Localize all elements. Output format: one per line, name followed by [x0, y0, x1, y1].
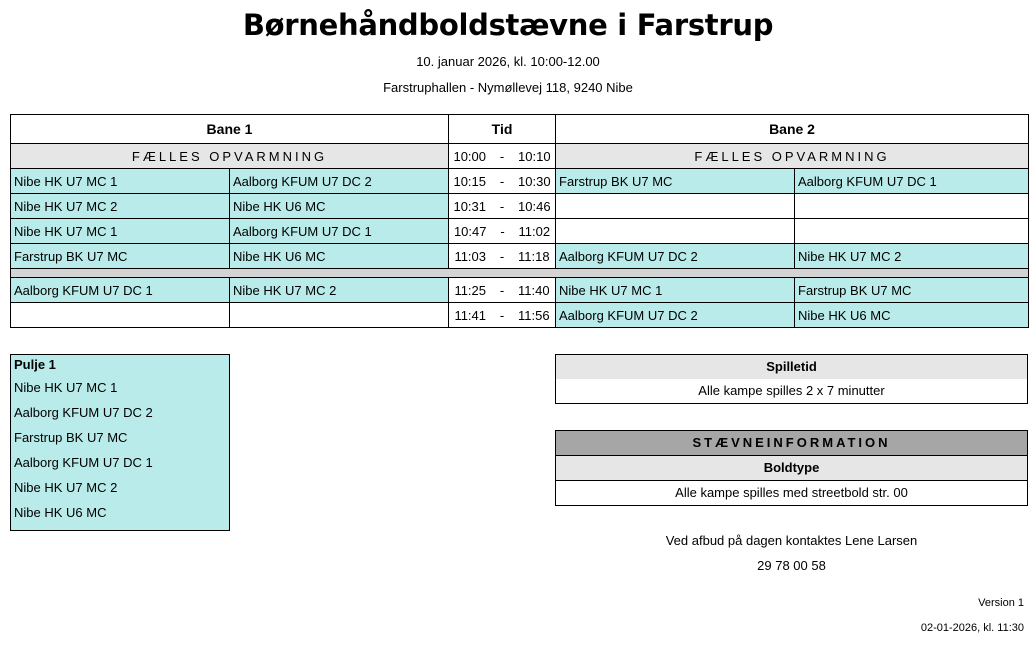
ball-type-text: Alle kampe spilles med streetbold str. 00: [556, 481, 1027, 505]
pool-team: Farstrup BK U7 MC: [14, 430, 128, 445]
ball-type-title: Boldtype: [556, 456, 1027, 481]
bane1-home-team: Nibe HK U7 MC 1: [11, 219, 230, 244]
time-dash: -: [499, 148, 505, 164]
playtime-title: Spilletid: [556, 355, 1027, 379]
bane1-away-team: Aalborg KFUM U7 DC 2: [230, 169, 449, 194]
bane2-away-team: [795, 194, 1029, 219]
playtime-text: Alle kampe spilles 2 x 7 minutter: [556, 379, 1027, 403]
match-time: [449, 169, 556, 194]
time-dash: -: [499, 198, 505, 214]
pool-team: Aalborg KFUM U7 DC 2: [14, 405, 153, 420]
bane1-header: Bane 1: [11, 115, 449, 144]
bane2-home-team: [556, 194, 795, 219]
match-time: [449, 303, 556, 328]
match-time: [449, 219, 556, 244]
schedule-table: [10, 114, 1029, 328]
bane2-away-team: [795, 219, 1029, 244]
contact-text: Ved afbud på dagen kontaktes Lene Larsen: [665, 533, 918, 548]
match-row: [11, 244, 1029, 269]
time-end: 10:10: [518, 148, 551, 164]
pool-team: Nibe HK U7 MC 1: [14, 380, 118, 395]
warmup-bane2: FÆLLES OPVARMNING: [556, 144, 1029, 169]
bane2-home-team: Nibe HK U7 MC 1: [556, 278, 795, 303]
pool-list: [10, 354, 230, 531]
match-row: [11, 278, 1029, 303]
match-time: [449, 278, 556, 303]
pool-team: Nibe HK U6 MC: [14, 505, 107, 520]
time-end: 11:02: [518, 223, 551, 239]
bane2-away-team: Nibe HK U7 MC 2: [795, 244, 1029, 269]
playtime-box: [555, 354, 1028, 404]
match-row: [11, 194, 1029, 219]
time-dash: -: [500, 223, 505, 239]
time-start: 11:41: [454, 307, 487, 323]
break-bar: [11, 269, 1029, 278]
page-title: Børnehåndboldstævne i Farstrup: [242, 8, 774, 42]
time-end: 11:40: [518, 282, 550, 298]
warmup-bane1: FÆLLES OPVARMNING: [11, 144, 449, 169]
time-end: 11:18: [518, 248, 550, 264]
bane2-home-team: Aalborg KFUM U7 DC 2: [556, 244, 795, 269]
time-header: Tid: [449, 115, 556, 144]
time-end: 10:46: [518, 198, 551, 214]
warmup-time: [449, 144, 556, 169]
pool-team: Nibe HK U7 MC 2: [14, 480, 118, 495]
schedule-header-row: [11, 115, 1029, 144]
match-row: [11, 219, 1029, 244]
time-start: 10:15: [453, 173, 487, 189]
contact-phone: 29 78 00 58: [757, 558, 826, 573]
time-start: 11:25: [454, 282, 487, 298]
bane2-home-team: [556, 219, 795, 244]
bane1-home-team: Aalborg KFUM U7 DC 1: [11, 278, 230, 303]
match-time: [449, 244, 556, 269]
event-venue: Farstruphallen - Nymøllevej 118, 9240 Nibe: [383, 80, 633, 95]
bane1-away-team: Nibe HK U7 MC 2: [230, 278, 449, 303]
bane1-home-team: Nibe HK U7 MC 2: [11, 194, 230, 219]
bane2-away-team: Nibe HK U6 MC: [795, 303, 1029, 328]
time-start: 10:47: [453, 223, 487, 239]
warmup-row: [11, 144, 1029, 169]
version-label: Version 1: [978, 597, 1024, 609]
time-dash: -: [499, 248, 505, 264]
updated-timestamp: 02-01-2026, kl. 11:30: [920, 622, 1024, 634]
match-row: [11, 169, 1029, 194]
pool-team: Aalborg KFUM U7 DC 1: [14, 455, 153, 470]
bane2-away-team: Aalborg KFUM U7 DC 1: [795, 169, 1029, 194]
time-end: 11:56: [518, 307, 550, 323]
bane2-header: Bane 2: [556, 115, 1029, 144]
time-dash: -: [499, 307, 505, 323]
time-start: 10:31: [453, 198, 487, 214]
time-dash: -: [499, 282, 505, 298]
bane1-away-team: Nibe HK U6 MC: [230, 194, 449, 219]
bane1-away-team: Aalborg KFUM U7 DC 1: [230, 219, 449, 244]
event-info-box: [555, 430, 1028, 506]
bane1-home-team: Farstrup BK U7 MC: [11, 244, 230, 269]
bane2-home-team: Aalborg KFUM U7 DC 2: [556, 303, 795, 328]
pool-title: Pulje 1: [14, 357, 56, 372]
match-row: [11, 303, 1029, 328]
bane1-home-team: [11, 303, 230, 328]
event-date: 10. januar 2026, kl. 10:00-12.00: [416, 54, 600, 69]
bane2-away-team: Farstrup BK U7 MC: [795, 278, 1029, 303]
time-start: 11:03: [454, 248, 487, 264]
match-time: [449, 194, 556, 219]
break-separator: [11, 269, 1029, 278]
time-start: 10:00: [453, 148, 487, 164]
time-end: 10:30: [518, 173, 551, 189]
bane1-away-team: [230, 303, 449, 328]
event-info-title: STÆVNEINFORMATION: [556, 431, 1027, 456]
bane1-away-team: Nibe HK U6 MC: [230, 244, 449, 269]
time-dash: -: [499, 173, 505, 189]
bane2-home-team: Farstrup BK U7 MC: [556, 169, 795, 194]
bane1-home-team: Nibe HK U7 MC 1: [11, 169, 230, 194]
